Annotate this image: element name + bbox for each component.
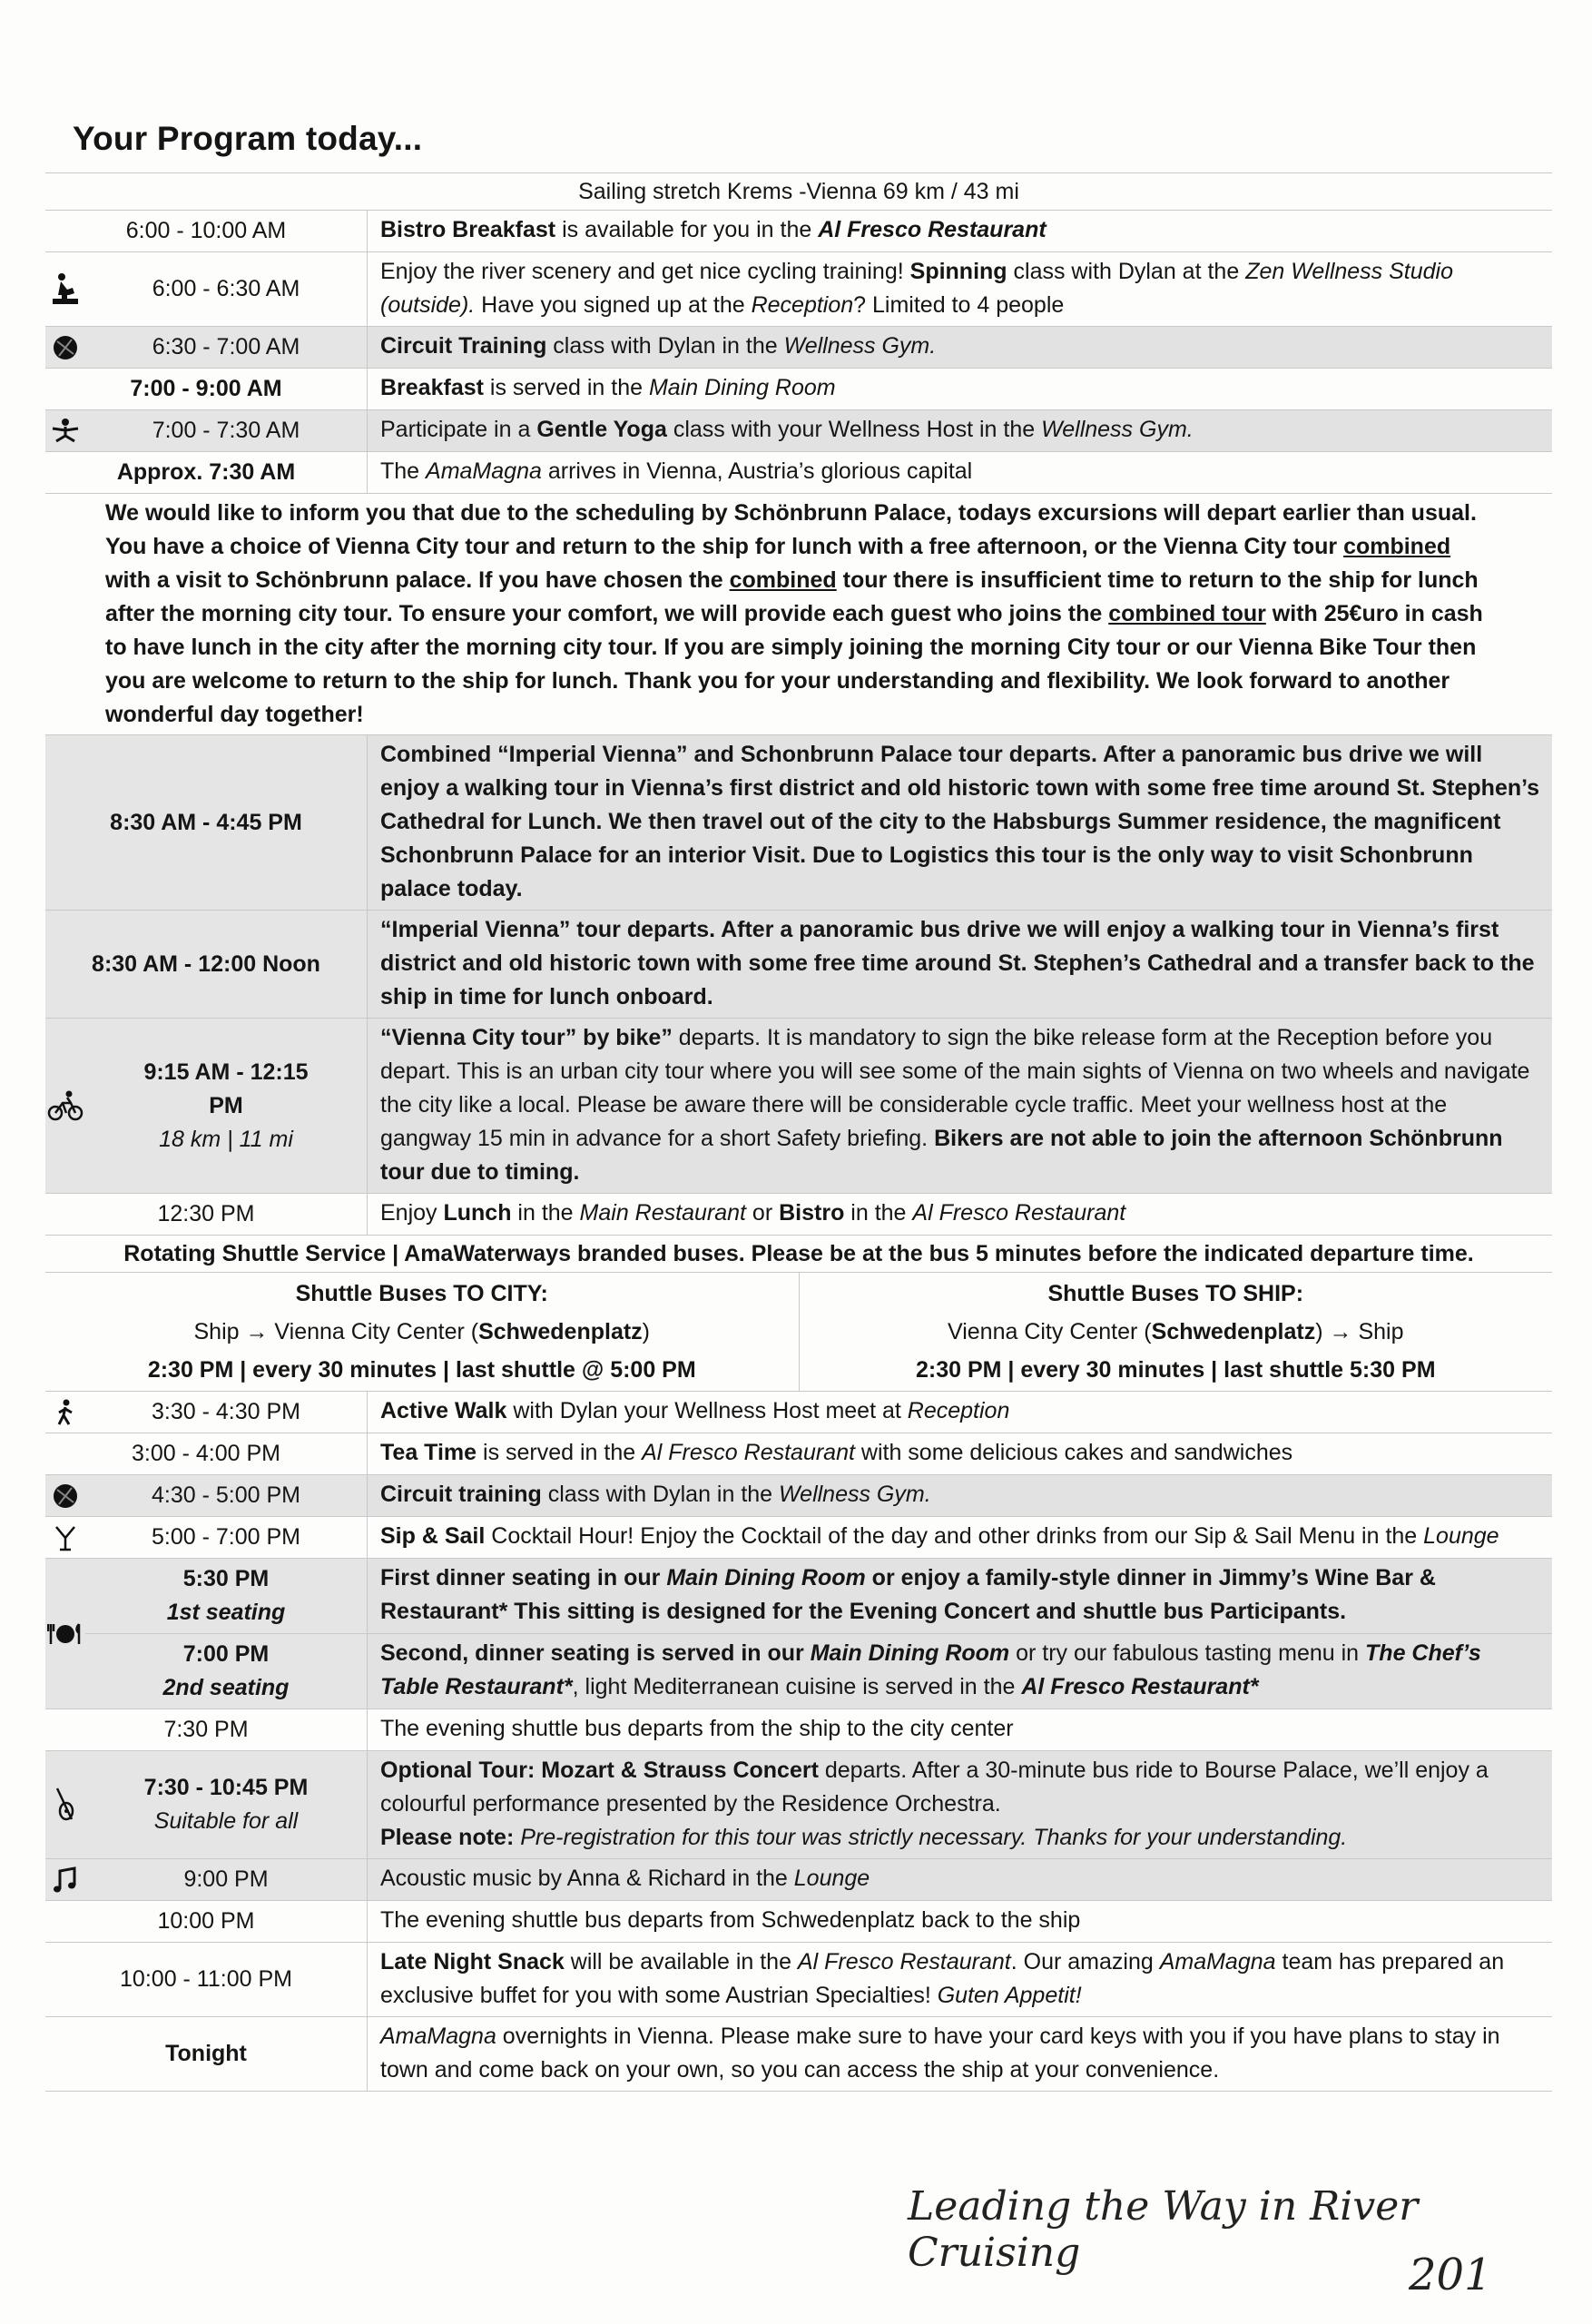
slogan: Leading the Way in River Cruising — [908, 2183, 1419, 2276]
description-cell: Bistro Breakfast is available for you in the Al Fresco Restaurant — [367, 211, 1552, 251]
time-cell: 8:30 AM - 12:00 Noon — [92, 950, 320, 977]
description-cell: Circuit training class with Dylan in the Wellness Gym. — [367, 1475, 1552, 1516]
description-cell: Sip & Sail Cocktail Hour! Enjoy the Cocktail of the day and other drinks from our Sip & Sail Menu in the Lounge — [367, 1517, 1552, 1558]
time-cell: 3:00 - 4:00 PM — [132, 1441, 280, 1466]
schedule-row — [45, 1019, 1552, 1194]
description-cell: Circuit Training class with Dylan in the Wellness Gym. — [367, 327, 1552, 368]
description-cell: Active Walk with Dylan your Wellness Host meet at Reception — [367, 1392, 1552, 1433]
description-cell: AmaMagna overnights in Vienna. Please make sure to have your card keys with you if you have plans to stay in town and come back on your own, so you can access the ship at your convenience. — [367, 2017, 1552, 2091]
description-cell: Acoustic music by Anna & Richard in the Lounge — [367, 1859, 1552, 1900]
time-cell: Approx. 7:30 AM — [116, 459, 296, 485]
ball-icon — [45, 1475, 85, 1516]
description-cell: Late Night Snack will be available in the Al Fresco Restaurant. Our amazing AmaMagna team has prepared an exclusive buffet for you with some Austrian Specialties! Guten Appetit! — [367, 1943, 1552, 2016]
schedule-row — [45, 369, 1552, 410]
time-cell: 5:00 - 7:00 PM — [152, 1524, 300, 1550]
ball-icon — [45, 327, 85, 368]
time-cell: 7:30 PM — [163, 1717, 249, 1742]
yoga-icon — [45, 410, 85, 451]
description-cell: Enjoy Lunch in the Main Restaurant or Bistro in the Al Fresco Restaurant — [367, 1194, 1552, 1235]
schedule-row — [45, 735, 1552, 911]
description-cell: Tea Time is served in the Al Fresco Restaurant with some delicious cakes and sandwiches — [367, 1433, 1552, 1474]
shuttle-service-title: Rotating Shuttle Service | AmaWaterways branded buses. Please be at the bus 5 minutes before the indicated departure time. — [45, 1236, 1552, 1273]
spinning-bike-icon — [45, 252, 85, 326]
page-title: Your Program today... — [73, 120, 423, 157]
violin-icon — [45, 1751, 85, 1858]
description-cell: “Vienna City tour” by bike” departs. It is mandatory to sign the bike release form at the Reception before you depart. This is an urban city tour where you will see some of the main sights of Vienna on two wheels and navigate the city like a local. Please be aware there will be considerable cycle traffic. Meet your wellness host at the gangway 15 min in advance for a short Safety briefing. Bikers are not able to join the afternoon Schönbrunn tour due to timing. — [367, 1019, 1552, 1193]
schedule-row — [45, 1475, 1552, 1517]
description-cell: Participate in a Gentle Yoga class with your Wellness Host in the Wellness Gym. — [367, 410, 1552, 451]
shuttle-to-city: Shuttle Buses TO CITY: Ship → Vienna City Center (Schwedenplatz) 2:30 PM | every 30 minutes | last shuttle @ 5:00 PM — [147, 1281, 696, 1383]
schedule-row — [45, 252, 1552, 327]
schedule-row — [45, 410, 1552, 452]
bicycle-icon — [45, 1019, 85, 1193]
description-cell: Optional Tour: Mozart & Strauss Concert departs. After a 30-minute bus ride to Bourse Palace, we’ll enjoy a colourful performance presented by the Residence Orchestra. Please note: Pre-registration for this tour was strictly necessary. Thanks for your understanding. — [367, 1751, 1552, 1858]
time-cell: 7:00 - 7:30 AM — [152, 418, 300, 443]
music-note-icon — [45, 1859, 85, 1900]
time-cell: 5:30 PM 1st seating — [166, 1566, 286, 1625]
time-cell: 6:00 - 10:00 AM — [125, 218, 287, 243]
description-cell: Breakfast is served in the Main Dining Room — [367, 369, 1552, 409]
time-cell: 10:00 - 11:00 PM — [120, 1966, 292, 1992]
shuttle-to-ship: Shuttle Buses TO SHIP: Vienna City Center (Schwedenplatz) → Ship 2:30 PM | every 30 minutes | last shuttle 5:30 PM — [799, 1273, 1553, 1391]
time-cell: 9:15 AM - 12:15 PM 18 km | 11 mi — [143, 1059, 309, 1152]
time-cell: 7:00 PM 2nd seating — [162, 1641, 290, 1700]
description-cell: “Imperial Vienna” tour departs. After a panoramic bus drive we will enjoy a walking tour in Vienna’s first district and old historic town with some free time around St. Stephen’s Cathedral and a transfer back to the ship in time for lunch onboard. — [367, 911, 1552, 1018]
time-cell: 7:00 - 9:00 AM — [130, 376, 282, 401]
time-cell: 12:30 PM — [157, 1201, 255, 1226]
description-cell: Second, dinner seating is served in our Main Dining Room or try our fabulous tasting menu in The Chef’s Table Restaurant*, light Mediterranean cuisine is served in the Al Fresco Restaurant* — [367, 1634, 1552, 1709]
schedule-row — [45, 1709, 1552, 1751]
schedule-row — [45, 1751, 1552, 1859]
description-cell: First dinner seating in our Main Dining Room or enjoy a family-style dinner in Jimmy’s Wine Bar & Restaurant* This sitting is designed for the Evening Concert and shuttle bus Participants. — [367, 1559, 1552, 1633]
dining-group — [45, 1559, 1552, 1709]
schedule-row — [45, 452, 1552, 494]
time-cell: 4:30 - 5:00 PM — [152, 1482, 300, 1508]
time-cell: 6:30 - 7:00 AM — [152, 334, 300, 359]
schedule-row — [45, 1901, 1552, 1943]
schedule-row — [45, 1433, 1552, 1475]
shuttle-schedule — [45, 1273, 1552, 1392]
time-cell: 10:00 PM — [157, 1908, 255, 1934]
notice-paragraph: We would like to inform you that due to the scheduling by Schönbrunn Palace, todays excursions will depart earlier than usual. You have a choice of Vienna City tour and return to the ship for lunch with a free afternoon, or the Vienna City tour combined with a visit to Schönbrunn palace. If you have chosen the combined tour there is insufficient time to return to the ship for lunch after the morning city tour. To ensure your comfort, we will provide each guest who joins the combined tour with 25€uro in cash to have lunch in the city after the morning city tour. If you are simply joining the morning City tour or our Vienna Bike Tour then you are welcome to return to the ship for lunch. Thank you for your understanding and flexibility. We look forward to another wonderful day together! — [45, 494, 1552, 735]
cocktail-icon — [45, 1517, 85, 1558]
schedule-row — [45, 911, 1552, 1019]
schedule-row — [85, 1559, 1552, 1634]
description-cell: Combined “Imperial Vienna” and Schonbrunn Palace tour departs. After a panoramic bus drive we will enjoy a walking tour in Vienna’s first district and old historic town with some free time around St. Stephen’s Cathedral for Lunch. We then travel out of the city to the Habsburgs Summer residence, the magnificent Schonbrunn Palace for an interior Visit. Due to Logistics this tour is the only way to visit Schonbrunn palace today. — [367, 735, 1552, 910]
schedule-row — [45, 327, 1552, 369]
sailing-stretch: Sailing stretch Krems -Vienna 69 km / 43 mi — [45, 173, 1552, 211]
walking-icon — [45, 1392, 85, 1433]
schedule-row — [45, 1392, 1552, 1433]
schedule-row — [85, 1634, 1552, 1709]
dining-icon — [45, 1559, 85, 1709]
description-cell: The evening shuttle bus departs from the ship to the city center — [367, 1709, 1552, 1750]
schedule-row — [45, 211, 1552, 252]
time-cell: 8:30 AM - 4:45 PM — [110, 809, 302, 835]
schedule-table — [45, 172, 1552, 2092]
schedule-row — [45, 2017, 1552, 2092]
time-cell: 3:30 - 4:30 PM — [152, 1399, 300, 1424]
description-cell: The AmaMagna arrives in Vienna, Austria’s glorious capital — [367, 452, 1552, 493]
schedule-row — [45, 1859, 1552, 1901]
schedule-row — [45, 1194, 1552, 1236]
time-cell: Tonight — [165, 2041, 247, 2066]
schedule-row — [45, 1943, 1552, 2017]
description-cell: The evening shuttle bus departs from Schwedenplatz back to the ship — [367, 1901, 1552, 1942]
page-number: 201 — [1409, 2250, 1492, 2300]
schedule-row — [45, 1517, 1552, 1559]
time-cell: 7:30 - 10:45 PM Suitable for all — [143, 1775, 309, 1834]
time-cell: 6:00 - 6:30 AM — [152, 276, 300, 301]
description-cell: Enjoy the river scenery and get nice cycling training! Spinning class with Dylan at the Zen Wellness Studio (outside). Have you signed up at the Reception? Limited to 4 people — [367, 252, 1552, 326]
time-cell: 9:00 PM — [183, 1866, 269, 1892]
